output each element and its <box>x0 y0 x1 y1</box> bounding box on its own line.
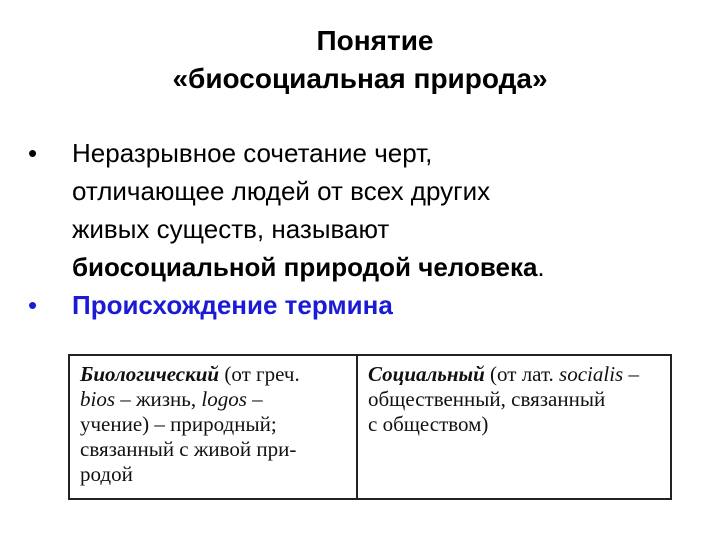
bio-line-2-end: – <box>246 387 263 411</box>
title-line-2: «биосоциальная природа» <box>172 63 548 94</box>
definition-line-1: Неразрывное сочетание черт, <box>72 138 433 168</box>
title-line-1: Понятие <box>316 25 434 56</box>
bullet-marker: • <box>28 138 38 168</box>
bullet-list <box>28 134 698 324</box>
etymology-cell-social <box>358 356 670 498</box>
soc-line-3: с обществом) <box>368 412 489 436</box>
soc-line-1-mid: (от лат. <box>484 362 560 386</box>
definition-line-2: отличающее людей от всех других <box>72 176 491 206</box>
definition-bold-term: биосоциальной природой человека <box>72 252 538 282</box>
soc-line-1 <box>368 362 662 387</box>
definition-line-4 <box>72 248 698 286</box>
bio-line-4: связанный с живой при- <box>80 437 297 461</box>
bio-line-2 <box>80 387 348 412</box>
soc-line-2: общественный, связанный <box>368 387 606 411</box>
bio-word-logos: logos <box>201 387 247 411</box>
bio-line-3: учение) – природный; <box>80 412 277 436</box>
bio-line-1-rest: (от греч. <box>219 362 300 386</box>
slide-title <box>0 22 720 98</box>
bio-word-bios: bios <box>80 387 116 411</box>
definition-line-3: живых существ, называют <box>72 214 390 244</box>
etymology-table <box>68 354 672 500</box>
bullet-term-origin <box>28 286 698 324</box>
bio-line-2-mid: – жизнь, <box>115 387 202 411</box>
bio-line-5: родой <box>80 462 133 486</box>
bullet-definition <box>28 134 698 286</box>
soc-line-1-end: – <box>623 362 639 386</box>
etymology-cell-biological <box>70 356 358 498</box>
definition-period: . <box>537 252 545 282</box>
bio-term: Биологический <box>80 362 220 386</box>
term-origin-text: Происхождение термина <box>72 290 393 320</box>
soc-word-socialis: socialis <box>559 362 624 386</box>
bullet-marker: • <box>28 290 38 320</box>
bio-line-1 <box>80 362 348 387</box>
soc-term: Социальный <box>368 362 485 386</box>
